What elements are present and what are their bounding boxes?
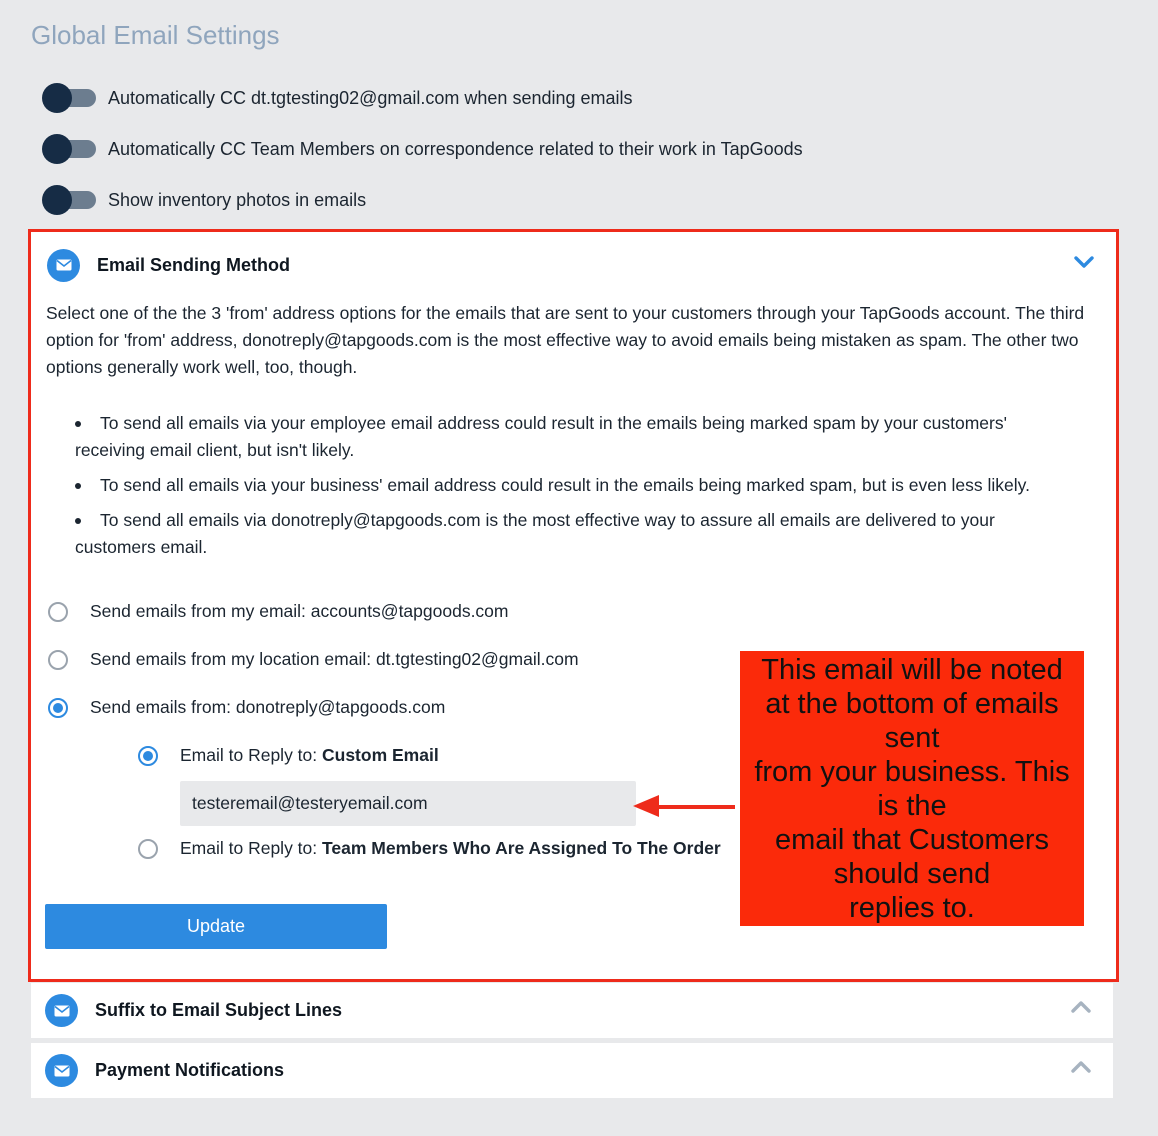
bullet-list: [75, 410, 1075, 569]
toggle-row-cc-self: [42, 83, 633, 113]
inventory-photos-toggle[interactable]: [42, 185, 96, 215]
annotation-line: This email will be noted: [761, 654, 1063, 686]
mail-icon: [45, 1054, 78, 1087]
section-title: Email Sending Method: [97, 254, 291, 275]
reply-team-option[interactable]: [138, 838, 721, 859]
donotreply-label: Send emails from: donotreply@tapgoods.com: [90, 697, 446, 717]
reply-prefix: Email to Reply to:: [180, 745, 322, 765]
donotreply-radio[interactable]: [48, 698, 68, 718]
sending-method-description: Select one of the the 3 'from' address options for the emails that are sent to your customers through your TapGoods account. The third option for 'from' address, donotreply@tapgoods.com is the most effective way to avoid emails being mistaken as spam. The other two options generally work well, too, though.: [46, 303, 1085, 377]
reply-team-label: [180, 838, 721, 859]
chevron-up-icon[interactable]: [1071, 1000, 1091, 1018]
annotation-line: from your business. This: [754, 756, 1070, 788]
chevron-down-icon[interactable]: [1074, 256, 1094, 274]
email-sending-method-section: [28, 229, 1119, 982]
toggle-row-photos: [42, 185, 366, 215]
chevron-up-icon[interactable]: [1071, 1060, 1091, 1078]
panel-title: Payment Notifications: [95, 1060, 285, 1080]
reply-custom-radio[interactable]: [138, 746, 158, 766]
annotation-line: replies to.: [849, 892, 975, 924]
inventory-photos-label: Show inventory photos in emails: [108, 189, 367, 210]
bullet-text: To send all emails via your employee email address could result in the emails being marked spam by your customers' receiving email client, but isn't likely.: [75, 413, 1007, 460]
list-item: [75, 507, 1075, 561]
toggle-row-cc-team: [42, 134, 803, 164]
location-email-label: Send emails from my location email: dt.tgtesting02@gmail.com: [90, 649, 579, 669]
reply-custom-bold: Custom Email: [322, 745, 439, 765]
cc-self-label: Automatically CC dt.tgtesting02@gmail.com when sending emails: [108, 87, 633, 108]
payment-notifications-panel[interactable]: [31, 1043, 1113, 1098]
my-email-label: Send emails from my email: accounts@tapgoods.com: [90, 601, 509, 621]
option-location-email[interactable]: [48, 649, 579, 670]
option-my-email[interactable]: [48, 601, 509, 622]
annotation-line: at the bottom of emails: [765, 688, 1059, 720]
annotation-line: is the: [877, 790, 947, 822]
reply-team-radio[interactable]: [138, 839, 158, 859]
location-email-radio[interactable]: [48, 650, 68, 670]
annotation-arrow-icon: [631, 793, 735, 819]
annotation-line: should send: [833, 858, 991, 890]
option-donotreply[interactable]: [48, 697, 445, 718]
list-item: [75, 472, 1075, 499]
reply-custom-label: [180, 745, 439, 766]
cc-team-toggle[interactable]: [42, 134, 96, 164]
cc-team-label: Automatically CC Team Members on correspondence related to their work in TapGoods: [108, 138, 803, 159]
bullet-text: To send all emails via donotreply@tapgoods.com is the most effective way to assure all emails are delivered to your customers email.: [75, 510, 995, 557]
reply-prefix-2: Email to Reply to:: [180, 838, 322, 858]
reply-team-bold: Team Members Who Are Assigned To The Order: [322, 838, 721, 858]
bullet-text: To send all emails via your business' email address could result in the emails being marked spam, but is even less likely.: [100, 475, 1030, 495]
cc-self-toggle[interactable]: [42, 83, 96, 113]
annotation-line: sent: [884, 722, 940, 754]
annotation-callout: [740, 651, 1084, 926]
mail-icon: [45, 994, 78, 1027]
list-item: [75, 410, 1075, 464]
annotation-line: email that Customers: [775, 824, 1049, 856]
suffix-subject-lines-panel[interactable]: [31, 983, 1113, 1038]
my-email-radio[interactable]: [48, 602, 68, 622]
mail-icon: [47, 249, 80, 282]
update-button[interactable]: Update: [45, 904, 387, 949]
reply-email-input[interactable]: [180, 781, 636, 826]
email-sending-method-header[interactable]: [47, 248, 1100, 282]
panel-title: Suffix to Email Subject Lines: [95, 1000, 343, 1020]
page-title: Global Email Settings: [31, 20, 280, 50]
reply-custom-option[interactable]: [138, 745, 439, 766]
